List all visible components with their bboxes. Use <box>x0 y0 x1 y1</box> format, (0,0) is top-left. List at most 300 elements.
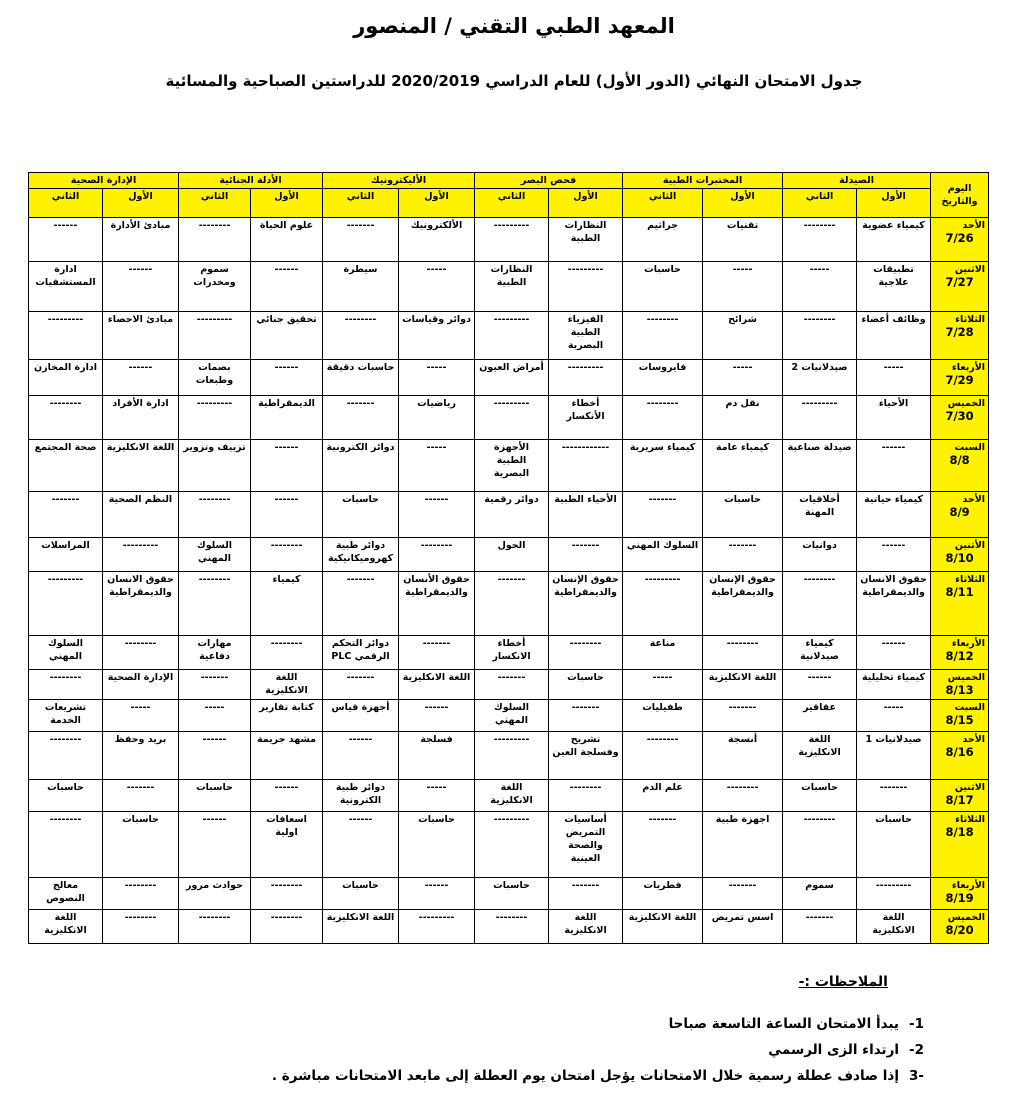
table-row <box>29 572 989 636</box>
subject-cell: -------- <box>251 878 323 910</box>
day-name: السبت <box>954 442 986 453</box>
subject-cell: ------ <box>399 492 475 538</box>
subject-cell: ------- <box>623 492 703 538</box>
exam-date: 7/29 <box>945 373 974 387</box>
day-date-cell <box>931 910 989 944</box>
subject-cell: -------- <box>179 218 251 262</box>
subject-cell: ------- <box>323 670 399 700</box>
subject-cell: ------ <box>857 636 931 670</box>
department-header-row <box>29 173 989 189</box>
subject-cell: ------ <box>29 218 103 262</box>
subject-cell: اللغة الانكليزية <box>251 670 323 700</box>
subject-cell: ------ <box>103 262 179 312</box>
subject-cell: اسعافات اولية <box>251 812 323 878</box>
subject-cell: -------- <box>623 396 703 440</box>
note-number: 2- <box>908 1042 924 1058</box>
subject-cell: معالج النصوص <box>29 878 103 910</box>
subject-cell: الألكترونيك <box>399 218 475 262</box>
subject-cell: ----- <box>623 670 703 700</box>
day-name: الثلاثاء <box>955 314 986 325</box>
table-row <box>29 812 989 878</box>
subject-cell: تقنيات <box>703 218 783 262</box>
subject-cell: ----- <box>399 360 475 396</box>
subject-cell: -------- <box>783 572 857 636</box>
table-row <box>29 732 989 780</box>
subject-cell: --------- <box>29 312 103 360</box>
day-date-cell <box>931 396 989 440</box>
subject-cell: ------ <box>251 262 323 312</box>
subject-cell: اللغة الانكليزية <box>703 670 783 700</box>
subject-cell: حاسبات <box>703 492 783 538</box>
subject-cell: -------- <box>251 538 323 572</box>
day-date-cell <box>931 262 989 312</box>
notes-title: الملاحظات :- <box>798 974 888 990</box>
subject-cell: -------- <box>783 312 857 360</box>
subject-cell: ----- <box>783 262 857 312</box>
subject-cell: ------- <box>323 396 399 440</box>
subject-cell: --------- <box>623 572 703 636</box>
subject-cell: كيمياء حياتية <box>857 492 931 538</box>
page-subtitle: جدول الامتحان النهائي (الدور الأول) للعام الدراسي 2020/2019 للدراستين الصباحية والمسائية <box>165 72 863 90</box>
subject-cell: -------- <box>623 312 703 360</box>
subject-cell: ------- <box>783 910 857 944</box>
subject-cell: المراسلات <box>29 538 103 572</box>
subject-cell: ادارة المخازن <box>29 360 103 396</box>
day-name: الثلاثاء <box>955 574 986 585</box>
subject-cell: كيمياء صيدلانية <box>783 636 857 670</box>
subject-cell: -------- <box>475 910 549 944</box>
subject-cell: حاسبات <box>323 878 399 910</box>
stage-label-second: الثاني <box>783 189 857 218</box>
day-name: الخميس <box>947 672 986 683</box>
day-date-cell <box>931 812 989 878</box>
subject-cell: أساسيات التمريض والصحة العينية <box>549 812 623 878</box>
subject-cell: -------- <box>549 780 623 812</box>
subject-cell: كيمياء سريرية <box>623 440 703 492</box>
department-header: الإدارة الصحية <box>29 173 179 189</box>
subject-cell: حاسبات <box>549 670 623 700</box>
stage-label-first: الأول <box>549 189 623 218</box>
subject-cell: حقوق الإنسان والديمقراطية <box>703 572 783 636</box>
department-header: المختبرات الطبية <box>623 173 783 189</box>
stage-label-first: الأول <box>251 189 323 218</box>
note-text: يبدأ الامتحان الساعة التاسعة صباحا <box>668 1016 899 1032</box>
subject-cell: ------ <box>251 780 323 812</box>
subject-cell: ------- <box>29 492 103 538</box>
subject-cell: الأجهزة الطبية البصرية <box>475 440 549 492</box>
subject-cell: تزييف وتزوير <box>179 440 251 492</box>
table-row <box>29 262 989 312</box>
day-name: الثلاثاء <box>955 814 986 825</box>
subject-cell: ------- <box>703 700 783 732</box>
subject-cell: اللغة الانكليزية <box>29 910 103 944</box>
subject-cell: ----- <box>857 700 931 732</box>
subject-cell: دوانيات <box>783 538 857 572</box>
subject-cell: كيمياء <box>251 572 323 636</box>
exam-date: 8/18 <box>945 825 974 839</box>
subject-cell: -------- <box>179 492 251 538</box>
department-header: الأدلة الجنائية <box>179 173 323 189</box>
subject-cell: دوائر وقياسات <box>399 312 475 360</box>
subject-cell: حاسبات <box>179 780 251 812</box>
subject-cell: ------ <box>399 700 475 732</box>
subject-cell: الإدارة الصحية <box>103 670 179 700</box>
subject-cell: ----- <box>399 780 475 812</box>
subject-cell: ----- <box>399 262 475 312</box>
subject-cell: --------- <box>179 396 251 440</box>
subject-cell: -------- <box>103 878 179 910</box>
exam-date: 8/20 <box>945 923 974 937</box>
subject-cell: اللغة الانكليزية <box>323 910 399 944</box>
day-name: الأحد <box>962 220 986 231</box>
subject-cell: وظائف أعضاء <box>857 312 931 360</box>
subject-cell: أمراض العيون <box>475 360 549 396</box>
subject-cell: السلوك المهني <box>623 538 703 572</box>
stage-label-second: الثاني <box>29 189 103 218</box>
exam-date: 8/9 <box>949 505 970 519</box>
subject-cell: -------- <box>549 636 623 670</box>
subject-cell: ------- <box>549 538 623 572</box>
subject-cell: ------ <box>857 440 931 492</box>
subject-cell: كيمياء عضوية <box>857 218 931 262</box>
subject-cell: مبادئ الأدارة <box>103 218 179 262</box>
subject-cell: حقوق الانسان والديمقراطية <box>857 572 931 636</box>
subject-cell: --------- <box>783 396 857 440</box>
subject-cell: -------- <box>399 538 475 572</box>
exam-schedule-table <box>28 172 989 944</box>
note-item <box>669 1016 924 1032</box>
day-date-cell <box>931 670 989 700</box>
subject-cell: الفيزياء الطبية البصرية <box>549 312 623 360</box>
department-header: الصيدلة <box>783 173 931 189</box>
exam-date: 8/12 <box>945 649 974 663</box>
subject-cell: ------- <box>703 878 783 910</box>
day-name: الخميس <box>947 398 986 409</box>
subject-cell: أنسجة <box>703 732 783 780</box>
subject-cell: ------ <box>103 360 179 396</box>
table-row <box>29 670 989 700</box>
subject-cell: صيدلانيات 1 <box>857 732 931 780</box>
subject-cell: -------- <box>29 812 103 878</box>
subject-cell: حاسبات دقيقة <box>323 360 399 396</box>
table-row <box>29 878 989 910</box>
day-date-cell <box>931 636 989 670</box>
subject-cell: -------- <box>703 780 783 812</box>
subject-cell: أخطاء الانكسار <box>475 636 549 670</box>
note-text: إذا صادف عطلة رسمية خلال الامتحانات يؤجل امتحان يوم العطلة إلى مابعد الامتحانات مباشرة . <box>271 1068 899 1084</box>
subject-cell: طفيليات <box>623 700 703 732</box>
subject-cell: حقوق الانسان والديمقراطية <box>103 572 179 636</box>
subject-cell: ------- <box>857 780 931 812</box>
subject-cell: ----- <box>399 440 475 492</box>
subject-cell: اسس تمريض <box>703 910 783 944</box>
stage-label-second: الثاني <box>179 189 251 218</box>
subject-cell: --------- <box>475 812 549 878</box>
subject-cell: النظارات الطبية <box>475 262 549 312</box>
day-date-cell <box>931 572 989 636</box>
subject-cell: أخلاقيات المهنة <box>783 492 857 538</box>
subject-cell: ------- <box>623 812 703 878</box>
subject-cell: اللغة الانكليزية <box>623 910 703 944</box>
stage-label-second: الثاني <box>323 189 399 218</box>
exam-date: 8/10 <box>945 551 974 565</box>
subject-cell: -------- <box>323 312 399 360</box>
subject-cell: ------ <box>323 732 399 780</box>
subject-cell: دوائر الكترونية <box>323 440 399 492</box>
subject-cell: كيمياء عامة <box>703 440 783 492</box>
subject-cell: ------ <box>783 670 857 700</box>
subject-cell: تحقيق جنائي <box>251 312 323 360</box>
subject-cell: حاسبات <box>103 812 179 878</box>
day-name: الاثنين <box>954 264 986 275</box>
subject-cell: صيدلانيات 2 <box>783 360 857 396</box>
table-row <box>29 312 989 360</box>
day-name: الأربعاء <box>951 880 986 891</box>
subject-cell: -------- <box>623 732 703 780</box>
day-date-cell <box>931 218 989 262</box>
subject-cell: ----- <box>857 360 931 396</box>
note-item <box>272 1068 924 1084</box>
subject-cell: --------- <box>399 910 475 944</box>
subject-cell: -------- <box>179 910 251 944</box>
subject-cell: اللغة الانكليزية <box>475 780 549 812</box>
subject-cell: -------- <box>251 636 323 670</box>
subject-cell: ------- <box>323 572 399 636</box>
subject-cell: سموم <box>783 878 857 910</box>
subject-cell: --------- <box>475 396 549 440</box>
subject-cell: -------- <box>783 218 857 262</box>
subject-cell: -------- <box>29 670 103 700</box>
subject-cell: --------- <box>549 262 623 312</box>
day-date-cell <box>931 538 989 572</box>
stage-label-first: الأول <box>399 189 475 218</box>
subject-cell: فسلجة <box>399 732 475 780</box>
subject-cell: شرائح <box>703 312 783 360</box>
subject-cell: ------ <box>399 878 475 910</box>
day-name: الخميس <box>947 912 986 923</box>
note-number: 1- <box>908 1016 924 1032</box>
note-number: -3 <box>908 1068 924 1084</box>
day-date-cell <box>931 878 989 910</box>
subject-cell: --------- <box>475 218 549 262</box>
table-row <box>29 910 989 944</box>
table-row <box>29 396 989 440</box>
table-row <box>29 636 989 670</box>
subject-cell: ------ <box>179 812 251 878</box>
day-name: الأثنين <box>954 540 986 551</box>
subject-cell: --------- <box>475 732 549 780</box>
subject-cell: رياضيات <box>399 396 475 440</box>
subject-cell: صيدلة صناعية <box>783 440 857 492</box>
subject-cell: -------- <box>103 636 179 670</box>
subject-cell: -------- <box>179 572 251 636</box>
subject-cell: ----- <box>103 700 179 732</box>
exam-date: 8/17 <box>945 793 974 807</box>
subject-cell: أخطاء الأنكسار <box>549 396 623 440</box>
note-text: ارتداء الزى الرسمي <box>768 1042 899 1058</box>
subject-cell: -------- <box>103 910 179 944</box>
subject-cell: علوم الحياة <box>251 218 323 262</box>
exam-date: 8/15 <box>945 713 974 727</box>
subject-cell: اللغة الانكليزية <box>857 910 931 944</box>
stage-label-first: الأول <box>703 189 783 218</box>
subject-cell: علم الدم <box>623 780 703 812</box>
subject-cell: --------- <box>103 538 179 572</box>
subject-cell: دوائر رقمية <box>475 492 549 538</box>
subject-cell: حاسبات <box>475 878 549 910</box>
table-row <box>29 700 989 732</box>
subject-cell: أجهزة قياس <box>323 700 399 732</box>
table-row <box>29 780 989 812</box>
subject-cell: ----- <box>703 262 783 312</box>
subject-cell: الأحياء <box>857 396 931 440</box>
exam-date: 8/19 <box>945 891 974 905</box>
page-title: المعهد الطبي التقني / المنصور <box>353 14 675 38</box>
exam-date: 7/30 <box>945 409 974 423</box>
table-row <box>29 218 989 262</box>
subject-cell: --------- <box>29 572 103 636</box>
day-name: الأحد <box>962 494 986 505</box>
subject-cell: مهارات دفاعية <box>179 636 251 670</box>
subject-cell: ------ <box>323 812 399 878</box>
subject-cell: فايروسات <box>623 360 703 396</box>
day-date-cell <box>931 732 989 780</box>
subject-cell: بصمات وطبعات <box>179 360 251 396</box>
table-row <box>29 492 989 538</box>
subject-cell: -------- <box>29 732 103 780</box>
exam-date: 7/28 <box>945 325 974 339</box>
subject-cell: ------ <box>251 492 323 538</box>
exam-date: 8/13 <box>945 683 974 697</box>
day-name: الأربعاء <box>951 362 986 373</box>
subject-cell: السلوك المهني <box>475 700 549 732</box>
subject-cell: ------------ <box>549 440 623 492</box>
table-row <box>29 440 989 492</box>
subject-cell: -------- <box>29 396 103 440</box>
subject-cell: دوائر طبية الكترونية <box>323 780 399 812</box>
day-date-cell <box>931 312 989 360</box>
subject-cell: ----- <box>179 700 251 732</box>
subject-cell: --------- <box>549 360 623 396</box>
subject-cell: --------- <box>857 878 931 910</box>
subject-cell: حقوق الأنسان والديمقراطية <box>399 572 475 636</box>
subject-cell: ------ <box>857 538 931 572</box>
subject-cell: اللغة الانكليزية <box>549 910 623 944</box>
subject-cell: السلوك المهني <box>179 538 251 572</box>
subject-cell: دوائر طبية كهروميكانيكية <box>323 538 399 572</box>
subject-cell: ------ <box>179 732 251 780</box>
day-date-cell <box>931 440 989 492</box>
subject-cell: بريد وحفظ <box>103 732 179 780</box>
subject-cell: -------- <box>783 812 857 878</box>
exam-date: 8/11 <box>945 585 974 599</box>
day-date-cell <box>931 360 989 396</box>
day-name: السبت <box>954 702 986 713</box>
department-header: فحص البصر <box>475 173 623 189</box>
subject-cell: --------- <box>179 312 251 360</box>
subject-cell: تطبيقات علاجية <box>857 262 931 312</box>
subject-cell: نقل دم <box>703 396 783 440</box>
subject-cell: ادارة المستشفيات <box>29 262 103 312</box>
stage-label-first: الأول <box>103 189 179 218</box>
subject-cell: حاسبات <box>399 812 475 878</box>
subject-cell: عقاقير <box>783 700 857 732</box>
subject-cell: حاسبات <box>783 780 857 812</box>
stage-label-second: الثاني <box>623 189 703 218</box>
stage-label-second: الثاني <box>475 189 549 218</box>
note-item <box>768 1042 924 1058</box>
day-date-header: اليوم والتاريخ <box>931 173 989 218</box>
subject-cell: صحة المجتمع <box>29 440 103 492</box>
subject-cell: حوادث مرور <box>179 878 251 910</box>
day-date-cell <box>931 492 989 538</box>
subject-cell: النظم الصحية <box>103 492 179 538</box>
subject-cell: حاسبات <box>323 492 399 538</box>
subject-cell: ------- <box>399 636 475 670</box>
subject-cell: اللغة الانكليزية <box>103 440 179 492</box>
subject-cell: ادارة الأفراد <box>103 396 179 440</box>
subject-cell: حاسبات <box>857 812 931 878</box>
subject-cell: سموم ومخدرات <box>179 262 251 312</box>
day-name: الأربعاء <box>951 638 986 649</box>
subject-cell: ------- <box>179 670 251 700</box>
subject-cell: اللغة الانكليزية <box>399 670 475 700</box>
subject-cell: اجهزة طبية <box>703 812 783 878</box>
subject-cell: السلوك المهني <box>29 636 103 670</box>
department-header: الأليكترونيك <box>323 173 475 189</box>
subject-cell: ------- <box>549 700 623 732</box>
day-date-cell <box>931 780 989 812</box>
table-row <box>29 360 989 396</box>
stage-header-row <box>29 189 989 218</box>
day-name: الاثنين <box>954 782 986 793</box>
subject-cell: مشهد جريمة <box>251 732 323 780</box>
subject-cell: ------- <box>549 878 623 910</box>
subject-cell: حقوق الإنسان والديمقراطية <box>549 572 623 636</box>
subject-cell: سيطرة <box>323 262 399 312</box>
subject-cell: حاسبات <box>29 780 103 812</box>
day-date-cell <box>931 700 989 732</box>
exam-date: 7/26 <box>945 231 974 245</box>
exam-date: 8/8 <box>949 453 970 467</box>
subject-cell: -------- <box>251 910 323 944</box>
subject-cell: ------- <box>323 218 399 262</box>
subject-cell: كيمياء تحليلية <box>857 670 931 700</box>
day-name: الأحد <box>962 734 986 745</box>
subject-cell: ------- <box>475 670 549 700</box>
subject-cell: مناعة <box>623 636 703 670</box>
subject-cell: النظارات الطبية <box>549 218 623 262</box>
subject-cell: اللغة الانكليزية <box>783 732 857 780</box>
table-row <box>29 538 989 572</box>
subject-cell: جراثيم <box>623 218 703 262</box>
subject-cell: فطريات <box>623 878 703 910</box>
subject-cell: حاسبات <box>623 262 703 312</box>
subject-cell: تشريح وفسلجة العين <box>549 732 623 780</box>
stage-label-first: الأول <box>857 189 931 218</box>
subject-cell: دوائر التحكم الرقمي PLC <box>323 636 399 670</box>
subject-cell: ------- <box>103 780 179 812</box>
subject-cell: الديمقراطية <box>251 396 323 440</box>
subject-cell: تشريعات الخدمة <box>29 700 103 732</box>
exam-date: 8/16 <box>945 745 974 759</box>
subject-cell: ------- <box>475 572 549 636</box>
exam-date: 7/27 <box>945 275 974 289</box>
subject-cell: الأحياء الطبية <box>549 492 623 538</box>
subject-cell: كتابة تقارير <box>251 700 323 732</box>
subject-cell: الحول <box>475 538 549 572</box>
subject-cell: --------- <box>475 312 549 360</box>
